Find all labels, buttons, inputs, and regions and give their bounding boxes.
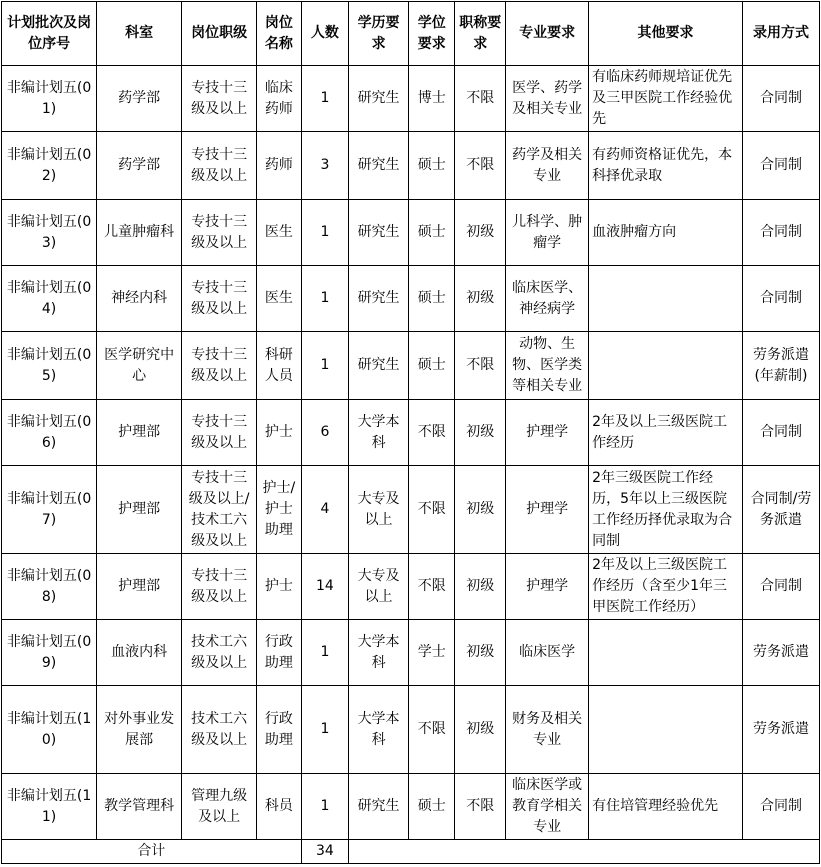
education-cell: 研究生	[349, 332, 409, 400]
level-cell: 专技十三级及以上	[182, 66, 257, 132]
recruitment-table	[1, 1, 820, 864]
header-degree: 学位要求	[408, 2, 455, 66]
major-cell: 财务及相关专业	[506, 686, 589, 774]
hire-cell: 劳务派遣	[742, 686, 819, 774]
degree-cell: 不限	[408, 554, 455, 620]
count-cell: 1	[301, 686, 349, 774]
hire-cell: 合同制	[742, 132, 819, 200]
hire-cell: 合同制	[742, 400, 819, 466]
position-cell: 护士	[257, 554, 302, 620]
degree-cell: 不限	[408, 400, 455, 466]
title-cell: 初级	[455, 554, 506, 620]
dept-cell: 血液内科	[97, 620, 182, 686]
degree-cell: 不限	[408, 686, 455, 774]
level-cell: 专技十三级及以上	[182, 200, 257, 266]
header-level: 岗位职级	[182, 2, 257, 66]
batch-cell: 非编计划五(03)	[2, 200, 97, 266]
level-cell: 专技十三级及以上	[182, 266, 257, 332]
count-cell: 1	[301, 774, 349, 840]
hire-cell: 劳务派遣(年薪制)	[742, 332, 819, 400]
education-cell: 研究生	[349, 774, 409, 840]
batch-cell: 非编计划五(11)	[2, 774, 97, 840]
education-cell: 大学本科	[349, 686, 409, 774]
education-cell: 大学本科	[349, 400, 409, 466]
level-cell: 专技十三级及以上	[182, 400, 257, 466]
header-dept: 科室	[97, 2, 182, 66]
degree-cell: 硕士	[408, 332, 455, 400]
table-row	[2, 554, 820, 620]
total-label: 合计	[2, 840, 302, 864]
title-cell: 初级	[455, 200, 506, 266]
table-row	[2, 200, 820, 266]
batch-cell: 非编计划五(10)	[2, 686, 97, 774]
hire-cell: 合同制/劳务派遣	[742, 466, 819, 554]
count-cell: 1	[301, 332, 349, 400]
position-cell: 药师	[257, 132, 302, 200]
other-cell	[589, 686, 743, 774]
major-cell: 临床医学或教育学相关专业	[506, 774, 589, 840]
dept-cell: 护理部	[97, 466, 182, 554]
position-cell: 医生	[257, 266, 302, 332]
title-cell: 初级	[455, 620, 506, 686]
dept-cell: 药学部	[97, 66, 182, 132]
other-cell: 2年及以上三级医院工作经历（含至少1年三甲医院工作经历）	[589, 554, 743, 620]
level-cell: 管理九级及以上	[182, 774, 257, 840]
level-cell: 技术工六级及以上	[182, 686, 257, 774]
other-cell: 有药师资格证优先，本科择优录取	[589, 132, 743, 200]
table-row	[2, 132, 820, 200]
dept-cell: 教学管理科	[97, 774, 182, 840]
table-row	[2, 332, 820, 400]
table-body	[2, 66, 820, 840]
other-cell	[589, 332, 743, 400]
degree-cell: 学士	[408, 620, 455, 686]
header-hire: 录用方式	[742, 2, 819, 66]
dept-cell: 儿童肿瘤科	[97, 200, 182, 266]
degree-cell: 硕士	[408, 774, 455, 840]
header-education: 学历要求	[349, 2, 409, 66]
count-cell: 14	[301, 554, 349, 620]
count-cell: 1	[301, 200, 349, 266]
table-row	[2, 266, 820, 332]
dept-cell: 神经内科	[97, 266, 182, 332]
title-cell: 不限	[455, 132, 506, 200]
level-cell: 专技十三级及以上	[182, 132, 257, 200]
header-position: 岗位名称	[257, 2, 302, 66]
title-cell: 初级	[455, 266, 506, 332]
total-count: 34	[301, 840, 349, 864]
degree-cell: 硕士	[408, 266, 455, 332]
header-row	[2, 2, 820, 66]
batch-cell: 非编计划五(01)	[2, 66, 97, 132]
header-count: 人数	[301, 2, 349, 66]
education-cell: 研究生	[349, 200, 409, 266]
count-cell: 3	[301, 132, 349, 200]
dept-cell: 对外事业发展部	[97, 686, 182, 774]
title-cell: 不限	[455, 66, 506, 132]
title-cell: 初级	[455, 400, 506, 466]
batch-cell: 非编计划五(04)	[2, 266, 97, 332]
other-cell: 2年三级医院工作经历，5年以上三级医院工作经历择优录取为合同制	[589, 466, 743, 554]
hire-cell: 劳务派遣	[742, 620, 819, 686]
major-cell: 药学及相关专业	[506, 132, 589, 200]
major-cell: 护理学	[506, 554, 589, 620]
count-cell: 1	[301, 620, 349, 686]
count-cell: 1	[301, 266, 349, 332]
major-cell: 护理学	[506, 400, 589, 466]
table-row	[2, 466, 820, 554]
title-cell: 初级	[455, 686, 506, 774]
education-cell: 大学本科	[349, 620, 409, 686]
dept-cell: 护理部	[97, 400, 182, 466]
degree-cell: 硕士	[408, 132, 455, 200]
education-cell: 研究生	[349, 66, 409, 132]
other-cell: 有住培管理经验优先	[589, 774, 743, 840]
position-cell: 科研人员	[257, 332, 302, 400]
table-row	[2, 620, 820, 686]
other-cell	[589, 266, 743, 332]
batch-cell: 非编计划五(02)	[2, 132, 97, 200]
total-row	[2, 840, 820, 864]
batch-cell: 非编计划五(08)	[2, 554, 97, 620]
header-title: 职称要求	[455, 2, 506, 66]
total-empty	[349, 840, 820, 864]
position-cell: 临床药师	[257, 66, 302, 132]
major-cell: 医学、药学及相关专业	[506, 66, 589, 132]
level-cell: 专技十三级及以上/技术工六级及以上	[182, 466, 257, 554]
batch-cell: 非编计划五(06)	[2, 400, 97, 466]
header-other: 其他要求	[589, 2, 743, 66]
education-cell: 研究生	[349, 266, 409, 332]
header-major: 专业要求	[506, 2, 589, 66]
dept-cell: 医学研究中心	[97, 332, 182, 400]
dept-cell: 护理部	[97, 554, 182, 620]
hire-cell: 合同制	[742, 66, 819, 132]
header-batch: 计划批次及岗位序号	[2, 2, 97, 66]
other-cell	[589, 620, 743, 686]
batch-cell: 非编计划五(09)	[2, 620, 97, 686]
count-cell: 6	[301, 400, 349, 466]
hire-cell: 合同制	[742, 774, 819, 840]
level-cell: 专技十三级及以上	[182, 332, 257, 400]
degree-cell: 博士	[408, 66, 455, 132]
education-cell: 大专及以上	[349, 554, 409, 620]
major-cell: 动物、生物、医学类等相关专业	[506, 332, 589, 400]
major-cell: 护理学	[506, 466, 589, 554]
batch-cell: 非编计划五(05)	[2, 332, 97, 400]
table-row	[2, 686, 820, 774]
position-cell: 科员	[257, 774, 302, 840]
education-cell: 研究生	[349, 132, 409, 200]
major-cell: 儿科学、肿瘤学	[506, 200, 589, 266]
position-cell: 护士	[257, 400, 302, 466]
table-row	[2, 774, 820, 840]
other-cell: 2年及以上三级医院工作经历	[589, 400, 743, 466]
degree-cell: 硕士	[408, 200, 455, 266]
hire-cell: 合同制	[742, 554, 819, 620]
position-cell: 行政助理	[257, 620, 302, 686]
level-cell: 技术工六级及以上	[182, 620, 257, 686]
position-cell: 医生	[257, 200, 302, 266]
major-cell: 临床医学、神经病学	[506, 266, 589, 332]
title-cell: 不限	[455, 332, 506, 400]
other-cell: 有临床药师规培证优先及三甲医院工作经验优先	[589, 66, 743, 132]
title-cell: 初级	[455, 466, 506, 554]
degree-cell: 不限	[408, 466, 455, 554]
table-row	[2, 400, 820, 466]
position-cell: 行政助理	[257, 686, 302, 774]
position-cell: 护士/护士助理	[257, 466, 302, 554]
level-cell: 专技十三级及以上	[182, 554, 257, 620]
education-cell: 大专及以上	[349, 466, 409, 554]
count-cell: 1	[301, 66, 349, 132]
count-cell: 4	[301, 466, 349, 554]
title-cell: 不限	[455, 774, 506, 840]
table-row	[2, 66, 820, 132]
hire-cell: 合同制	[742, 200, 819, 266]
dept-cell: 药学部	[97, 132, 182, 200]
hire-cell: 合同制	[742, 266, 819, 332]
major-cell: 临床医学	[506, 620, 589, 686]
other-cell: 血液肿瘤方向	[589, 200, 743, 266]
batch-cell: 非编计划五(07)	[2, 466, 97, 554]
